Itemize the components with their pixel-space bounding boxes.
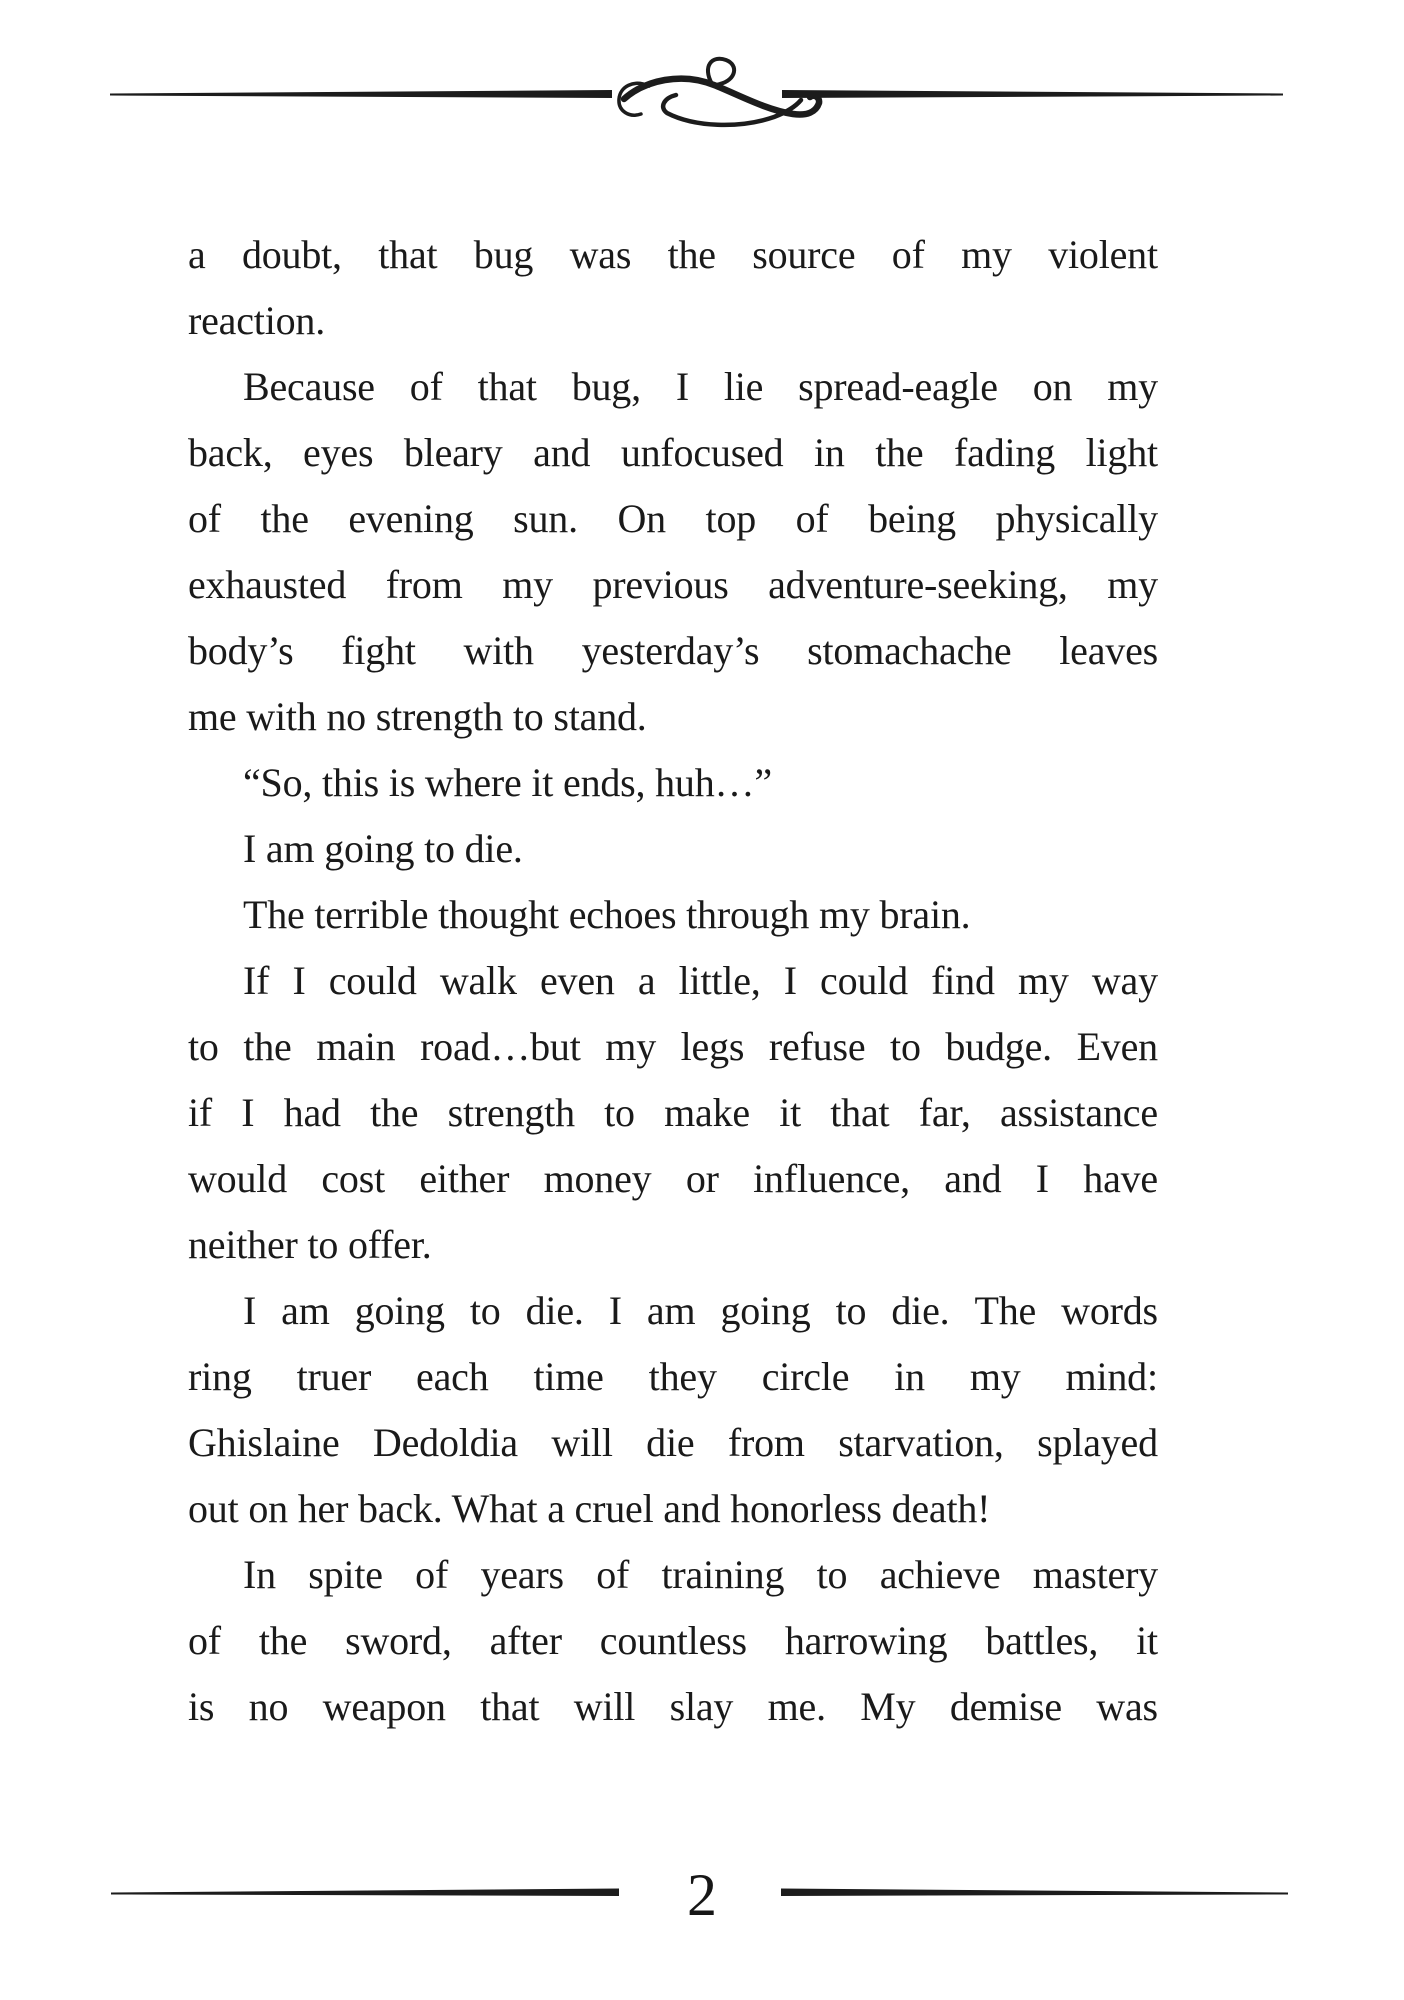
text-line: In spite of years of training to achieve mastery	[243, 1552, 1158, 1597]
text-line: Ghislaine Dedoldia will die from starvation, splayed	[188, 1420, 1158, 1465]
text-line: of the evening sun. On top of being physically	[188, 496, 1158, 541]
text-line: exhausted from my previous adventure-seeking, my	[188, 562, 1158, 607]
text-line: body’s fight with yesterday’s stomachache leaves	[188, 628, 1158, 673]
text-line: Because of that bug, I lie spread-eagle on my	[243, 364, 1158, 409]
text-line: of the sword, after countless harrowing battles, it	[188, 1618, 1158, 1663]
text-line: “So, this is where it ends, huh…”	[243, 760, 772, 805]
text-line: would cost either money or influence, and I have	[188, 1156, 1158, 1201]
text-line: is no weapon that will slay me. My demise was	[188, 1684, 1158, 1729]
text-line: neither to offer.	[188, 1222, 432, 1267]
text-line: out on her back. What a cruel and honorless death!	[188, 1486, 991, 1531]
text-line: if I had the strength to make it that far, assistance	[188, 1090, 1158, 1135]
header-rule-right-icon	[782, 90, 1283, 98]
text-line: ring truer each time they circle in my mind:	[188, 1354, 1158, 1399]
text-line: to the main road…but my legs refuse to budge. Even	[188, 1024, 1158, 1069]
page-number: 2	[687, 1862, 717, 1928]
text-line: back, eyes bleary and unfocused in the fading light	[188, 430, 1158, 475]
header-flourish-icon	[619, 59, 819, 125]
text-line: I am going to die.	[243, 826, 523, 871]
text-line: If I could walk even a little, I could find my way	[243, 958, 1158, 1003]
text-line: me with no strength to stand.	[188, 694, 647, 739]
text-line: reaction.	[188, 298, 326, 343]
text-line: The terrible thought echoes through my brain.	[243, 892, 971, 937]
text-line: I am going to die. I am going to die. The words	[243, 1288, 1158, 1333]
body-text	[188, 222, 1158, 1740]
text-line: a doubt, that bug was the source of my violent	[188, 232, 1158, 277]
header-rule-left-icon	[110, 90, 612, 98]
